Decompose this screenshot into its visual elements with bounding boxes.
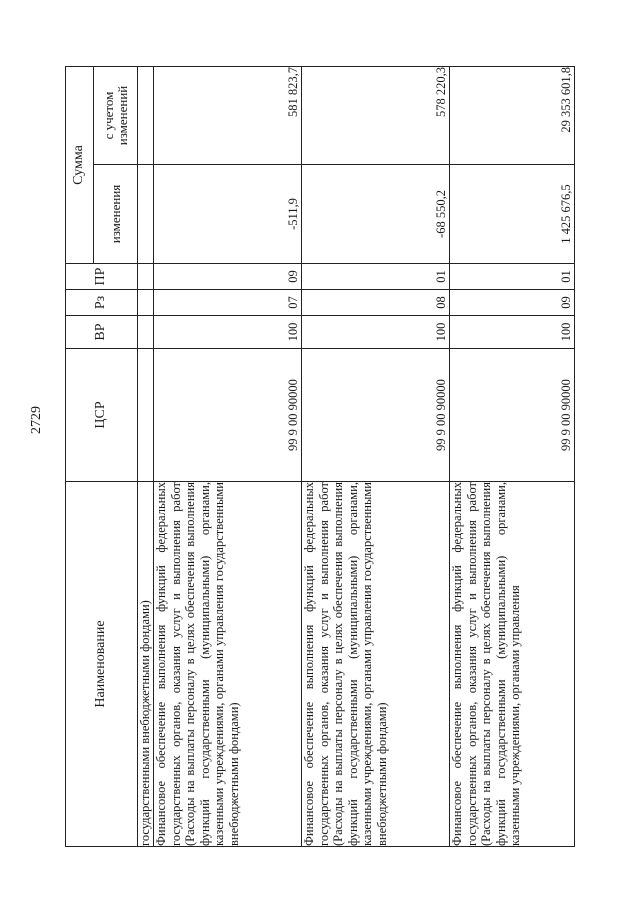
row-vr: 100 — [154, 316, 302, 349]
row-rz: 09 — [450, 290, 575, 316]
header-with-changes — [94, 67, 138, 165]
header-with-changes-line2: изменений — [114, 85, 130, 146]
table-row — [154, 67, 302, 847]
row-vr: 100 — [302, 316, 450, 349]
row-pr: 01 — [302, 264, 450, 290]
row-csr: 99 9 00 90000 — [302, 349, 450, 482]
row-total: 581 823,7 — [154, 67, 302, 165]
row-csr: 99 9 00 90000 — [450, 349, 575, 482]
header-with-changes-line1: с учетом — [100, 91, 116, 140]
header-vr: ВР — [66, 316, 138, 349]
table-row — [450, 67, 575, 847]
header-csr: ЦСР — [66, 349, 138, 482]
budget-table — [65, 66, 575, 847]
table-row — [302, 67, 450, 847]
row-csr: 99 9 00 90000 — [154, 349, 302, 482]
row-name: Финансовое обеспечение выполнения функций федеральных государственных органов, оказания услуг и выполнения работ (Расходы на выплаты персоналу в целях обеспечения выполнения функций государственными (муниципальными) органами, казенными учреждениями, органами управления государственными внебюджетными фондами) — [154, 482, 302, 847]
row-change: 1 425 676,5 — [450, 165, 575, 264]
row-rz: 07 — [154, 290, 302, 316]
row-change: -511,9 — [154, 165, 302, 264]
row-rz: 08 — [302, 290, 450, 316]
row-total: 578 220,3 — [302, 67, 450, 165]
row-total: 29 353 601,8 — [450, 67, 575, 165]
header-changes: изменения — [94, 165, 138, 264]
header-name: Наименование — [66, 482, 138, 847]
page-number: 2729 — [29, 406, 44, 434]
row-change: -68 550,2 — [302, 165, 450, 264]
header-rz: Рз — [66, 290, 138, 316]
row-name: Финансовое обеспечение выполнения функций федеральных государственных органов, оказания услуг и выполнения работ (Расходы на выплаты персоналу в целях обеспечения выполнения функций государственными (муниципальными) органами, казенными учреждениями, органами управления — [450, 482, 575, 847]
row-pr: 01 — [450, 264, 575, 290]
row-name: Финансовое обеспечение выполнения функций федеральных государственных органов, оказания услуг и выполнения работ (Расходы на выплаты персоналу в целях обеспечения выполнения функций государственными (муниципальными) органами, казенными учреждениями, органами управления государственными внебюджетными фондами) — [302, 482, 450, 847]
continuation-text: государственными внебюджетными фондами) — [138, 600, 152, 846]
row-pr: 09 — [154, 264, 302, 290]
row-vr: 100 — [450, 316, 575, 349]
header-sum: Сумма — [66, 67, 94, 264]
continuation-cell — [138, 482, 154, 847]
header-pr: ПР — [66, 264, 138, 290]
